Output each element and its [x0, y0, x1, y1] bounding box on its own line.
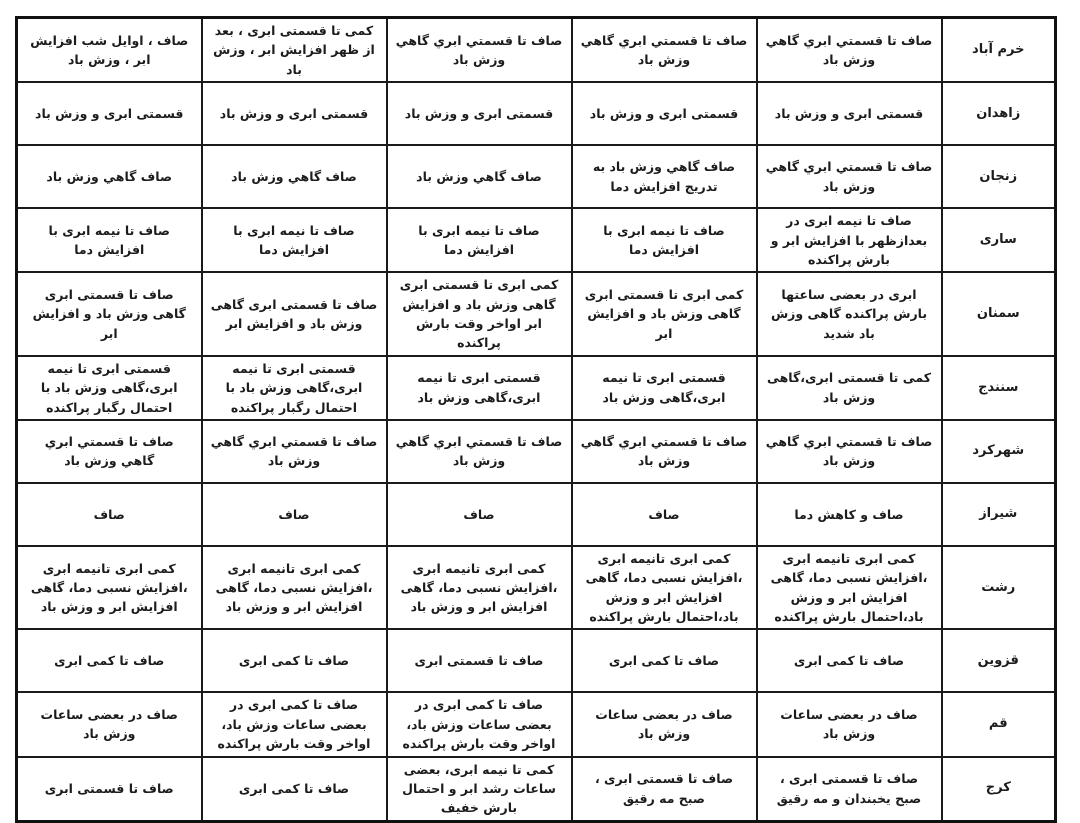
forecast-cell-day-5: صاف تا قسمتی ابری — [17, 757, 202, 822]
forecast-cell-day-4: صاف تا کمی ابری — [202, 757, 387, 822]
city-name-cell: سنندج — [942, 356, 1056, 420]
forecast-cell-day-4: قسمتی ابری و وزش باد — [202, 82, 387, 145]
city-name-cell: زنجان — [942, 145, 1056, 208]
forecast-cell-day-1: صاف تا قسمتی ابری ، صبح یخبندان و مه رقیق — [757, 757, 942, 822]
city-name-cell: ساری — [942, 208, 1056, 272]
forecast-cell-day-2: صاف تا قسمتي ابري گاهي وزش باد — [572, 420, 757, 483]
forecast-cell-day-1: صاف تا قسمتي ابري گاهي وزش باد — [757, 420, 942, 483]
forecast-cell-day-1: صاف تا قسمتي ابري گاهي وزش باد — [757, 18, 942, 83]
city-name-cell: خرم آباد — [942, 18, 1056, 83]
forecast-cell-day-3: کمی ابری تا قسمتی ابری گاهی وزش باد و افزایش ابر اواخر وقت بارش پراکنده — [387, 272, 572, 356]
forecast-cell-day-1: کمی تا قسمتی ابری،گاهی وزش باد — [757, 356, 942, 420]
forecast-cell-day-2: کمی ابری تا قسمتی ابری گاهی وزش باد و افزایش ابر — [572, 272, 757, 356]
forecast-cell-day-3: صاف — [387, 483, 572, 546]
table-row — [17, 208, 1056, 272]
table-row — [17, 629, 1056, 692]
forecast-cell-day-2: صاف تا قسمتی ابری ، صبح مه رقیق — [572, 757, 757, 822]
forecast-cell-day-3: کمی تا نیمه ابری، بعضی ساعات رشد ابر و احتمال بارش خفیف — [387, 757, 572, 822]
table-body — [17, 18, 1056, 822]
forecast-cell-day-4: كمی تا قسمتی ابری ، بعد از ظهر افزايش ابر ، وزش باد — [202, 18, 387, 83]
table-row — [17, 145, 1056, 208]
forecast-cell-day-3: کمی ابری تانیمه ابری ،افزایش نسبی دما، گاهی افزایش ابر و وزش باد — [387, 546, 572, 630]
forecast-cell-day-5: قسمتی ابری و وزش باد — [17, 82, 202, 145]
forecast-cell-day-4: صاف گاهي وزش باد — [202, 145, 387, 208]
table-row — [17, 546, 1056, 630]
forecast-cell-day-3: قسمتی ابری و وزش باد — [387, 82, 572, 145]
forecast-cell-day-2: قسمتی ابری و وزش باد — [572, 82, 757, 145]
city-name-cell: شهرکرد — [942, 420, 1056, 483]
forecast-cell-day-2: کمی ابری تانیمه ابری ،افزایش نسبی دما، گاهی افزایش ابر و وزش باد،احتمال بارش پراکنده — [572, 546, 757, 630]
weather-forecast-table — [15, 16, 1057, 823]
forecast-cell-day-1: ابری در بعضی ساعتها بارش پراکنده گاهی وزش باد شدید — [757, 272, 942, 356]
forecast-cell-day-1: کمی ابری تانیمه ابری ،افزایش نسبی دما، گاهی افزایش ابر و وزش باد،احتمال بارش پراکنده — [757, 546, 942, 630]
forecast-cell-day-5: صاف تا قسمتي ابري گاهي وزش باد — [17, 420, 202, 483]
forecast-cell-day-3: صاف تا قسمتي ابري گاهي وزش باد — [387, 18, 572, 83]
forecast-cell-day-4: صاف تا نیمه ابری با افزایش دما — [202, 208, 387, 272]
forecast-cell-day-3: صاف تا نیمه ابری با افزایش دما — [387, 208, 572, 272]
forecast-cell-day-3: صاف تا قسمتی ابری — [387, 629, 572, 692]
forecast-cell-day-2: قسمتی ابری تا نیمه ابری،گاهی وزش باد — [572, 356, 757, 420]
city-name-cell: کرج — [942, 757, 1056, 822]
forecast-cell-day-5: صاف تا نیمه ابری با افزایش دما — [17, 208, 202, 272]
forecast-cell-day-1: صاف در بعضی ساعات وزش باد — [757, 692, 942, 756]
table-row — [17, 757, 1056, 822]
table-row — [17, 420, 1056, 483]
forecast-cell-day-5: صاف تا قسمتی ابری گاهی وزش باد و افزایش ابر — [17, 272, 202, 356]
forecast-cell-day-5: صاف گاهي وزش باد — [17, 145, 202, 208]
forecast-cell-day-4: صاف — [202, 483, 387, 546]
forecast-cell-day-5: صاف در بعضی ساعات وزش باد — [17, 692, 202, 756]
forecast-cell-day-2: صاف تا قسمتي ابري گاهي وزش باد — [572, 18, 757, 83]
forecast-cell-day-3: صاف گاهي وزش باد — [387, 145, 572, 208]
forecast-cell-day-1: قسمتی ابری و وزش باد — [757, 82, 942, 145]
forecast-cell-day-4: صاف تا کمی ابری — [202, 629, 387, 692]
city-name-cell: زاهدان — [942, 82, 1056, 145]
forecast-cell-day-1: صاف و کاهش دما — [757, 483, 942, 546]
forecast-cell-day-2: صاف تا نیمه ابری با افزایش دما — [572, 208, 757, 272]
forecast-cell-day-3: صاف تا قسمتي ابري گاهي وزش باد — [387, 420, 572, 483]
forecast-cell-day-4: صاف تا کمی ابری در بعضی ساعات وزش باد، اواخر وقت بارش پراکنده — [202, 692, 387, 756]
forecast-cell-day-5: قسمتی ابری تا نیمه ابری،گاهی وزش باد با احتمال رگبار پراکنده — [17, 356, 202, 420]
forecast-cell-day-2: صاف در بعضی ساعات وزش باد — [572, 692, 757, 756]
table-row — [17, 356, 1056, 420]
city-name-cell: سمنان — [942, 272, 1056, 356]
table-row — [17, 692, 1056, 756]
forecast-cell-day-2: صاف تا کمی ابری — [572, 629, 757, 692]
table-row — [17, 82, 1056, 145]
forecast-cell-day-2: صاف گاهي وزش باد به تدريج افزايش دما — [572, 145, 757, 208]
forecast-cell-day-4: صاف تا قسمتي ابري گاهي وزش باد — [202, 420, 387, 483]
forecast-cell-day-3: قسمتی ابری تا نیمه ابری،گاهی وزش باد — [387, 356, 572, 420]
forecast-cell-day-5: صاف تا کمی ابری — [17, 629, 202, 692]
forecast-cell-day-4: صاف تا قسمتی ابری گاهی وزش باد و افزایش ابر — [202, 272, 387, 356]
city-name-cell: قم — [942, 692, 1056, 756]
forecast-cell-day-5: صاف ، اوايل شب افزايش ابر ، وزش باد — [17, 18, 202, 83]
city-name-cell: قزوین — [942, 629, 1056, 692]
table-row — [17, 272, 1056, 356]
forecast-cell-day-4: قسمتی ابری تا نیمه ابری،گاهی وزش باد با احتمال رگبار پراکنده — [202, 356, 387, 420]
forecast-cell-day-2: صاف — [572, 483, 757, 546]
city-name-cell: شیراز — [942, 483, 1056, 546]
table-row — [17, 18, 1056, 83]
forecast-cell-day-1: صاف تا نیمه ابری در بعدازظهر با افزایش ابر و بارش پراکنده — [757, 208, 942, 272]
city-name-cell: رشت — [942, 546, 1056, 630]
forecast-cell-day-1: صاف تا قسمتي ابري گاهي وزش باد — [757, 145, 942, 208]
table-row — [17, 483, 1056, 546]
forecast-cell-day-1: صاف تا کمی ابری — [757, 629, 942, 692]
forecast-cell-day-4: کمی ابری تانیمه ابری ،افزایش نسبی دما، گاهی افزایش ابر و وزش باد — [202, 546, 387, 630]
forecast-cell-day-5: صاف — [17, 483, 202, 546]
forecast-cell-day-3: صاف تا کمی ابری در بعضی ساعات وزش باد، اواخر وقت بارش پراکنده — [387, 692, 572, 756]
forecast-cell-day-5: کمی ابری تانیمه ابری ،افزایش نسبی دما، گاهی افزایش ابر و وزش باد — [17, 546, 202, 630]
